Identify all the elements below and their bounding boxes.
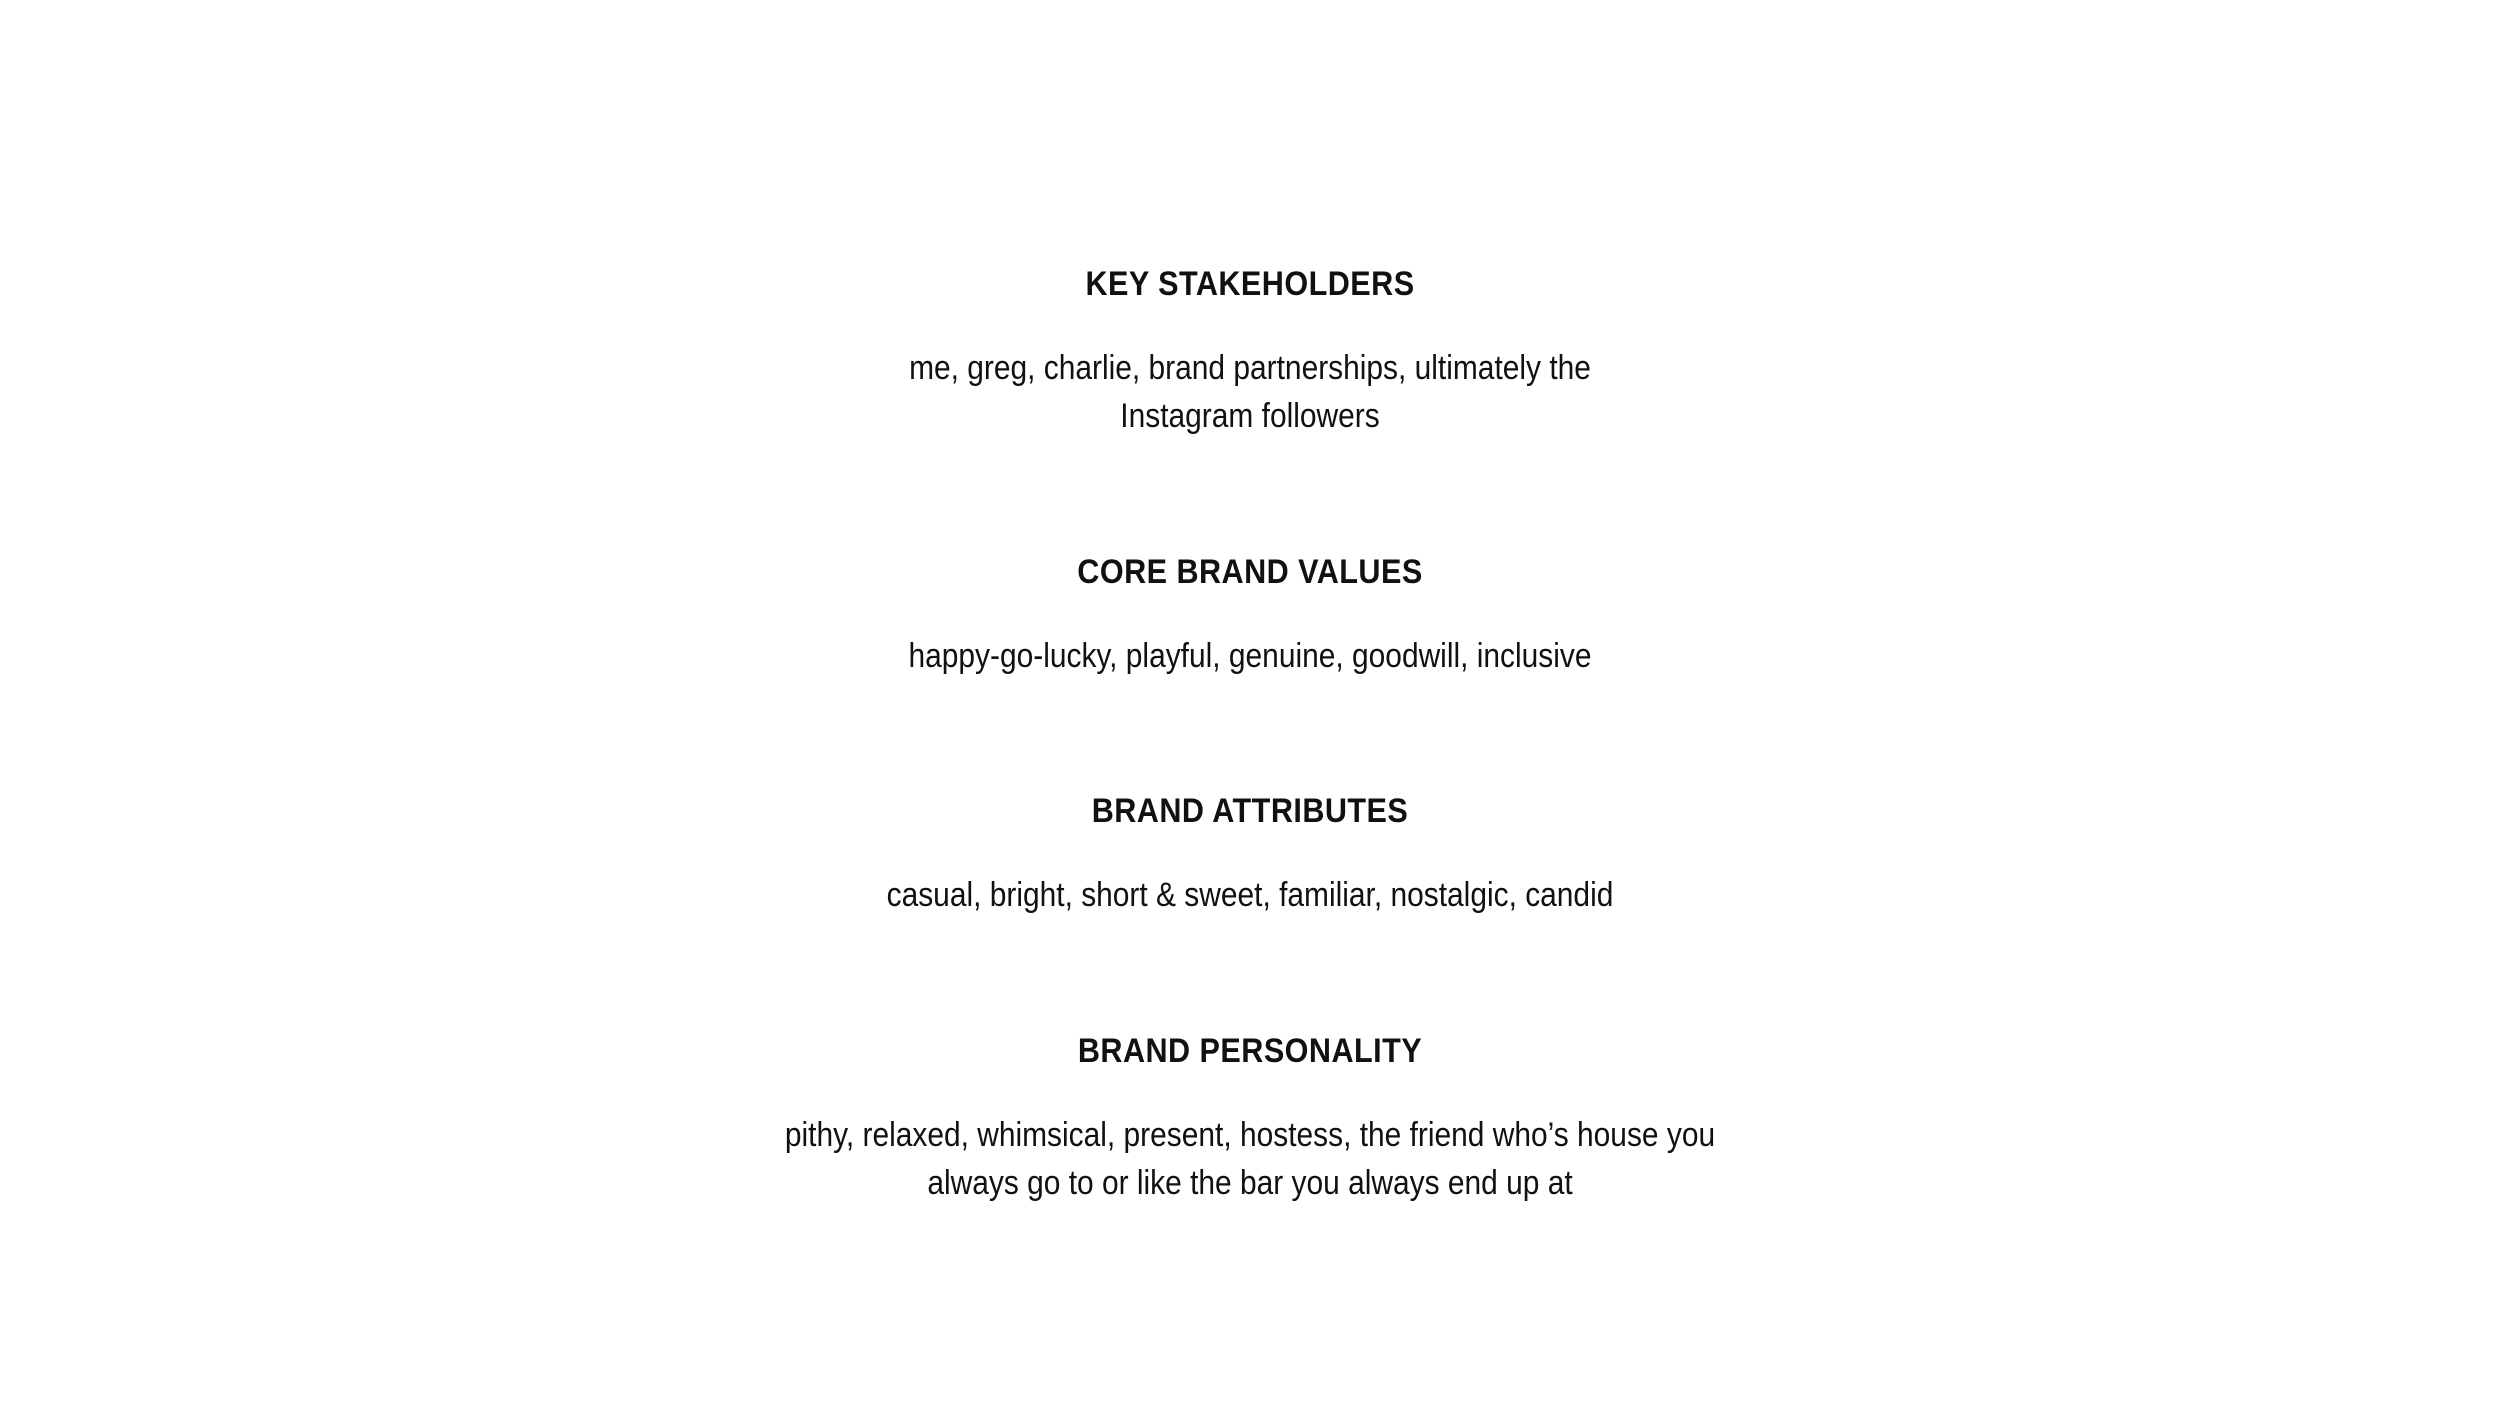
section-body-line: always go to or like the bar you always end up at: [927, 1164, 1573, 1202]
section-body-line: casual, bright, short & sweet, familiar, nostalgic, candid: [886, 876, 1614, 914]
section-body-line: me, greg, charlie, brand partnerships, ultimately the: [909, 349, 1591, 387]
section-body-line: pithy, relaxed, whimsical, present, hostess, the friend who’s house you: [784, 1116, 1716, 1154]
section-body: [150, 1111, 2350, 1207]
section-body: [150, 344, 2350, 440]
section-brand-attributes: [0, 791, 2500, 919]
section-body: [150, 632, 2350, 680]
section-body-line: Instagram followers: [1120, 397, 1380, 435]
section-brand-personality: [0, 1031, 2500, 1207]
section-key-stakeholders: [0, 264, 2500, 440]
section-heading: BRAND PERSONALITY: [1077, 1032, 1423, 1070]
section-body-line: happy-go-lucky, playful, genuine, goodwill, inclusive: [908, 637, 1592, 675]
section-body: [150, 871, 2350, 919]
section-heading: KEY STAKEHOLDERS: [1085, 265, 1415, 303]
section-heading: CORE BRAND VALUES: [1077, 553, 1423, 591]
section-heading: BRAND ATTRIBUTES: [1091, 792, 1409, 830]
section-core-brand-values: [0, 552, 2500, 680]
